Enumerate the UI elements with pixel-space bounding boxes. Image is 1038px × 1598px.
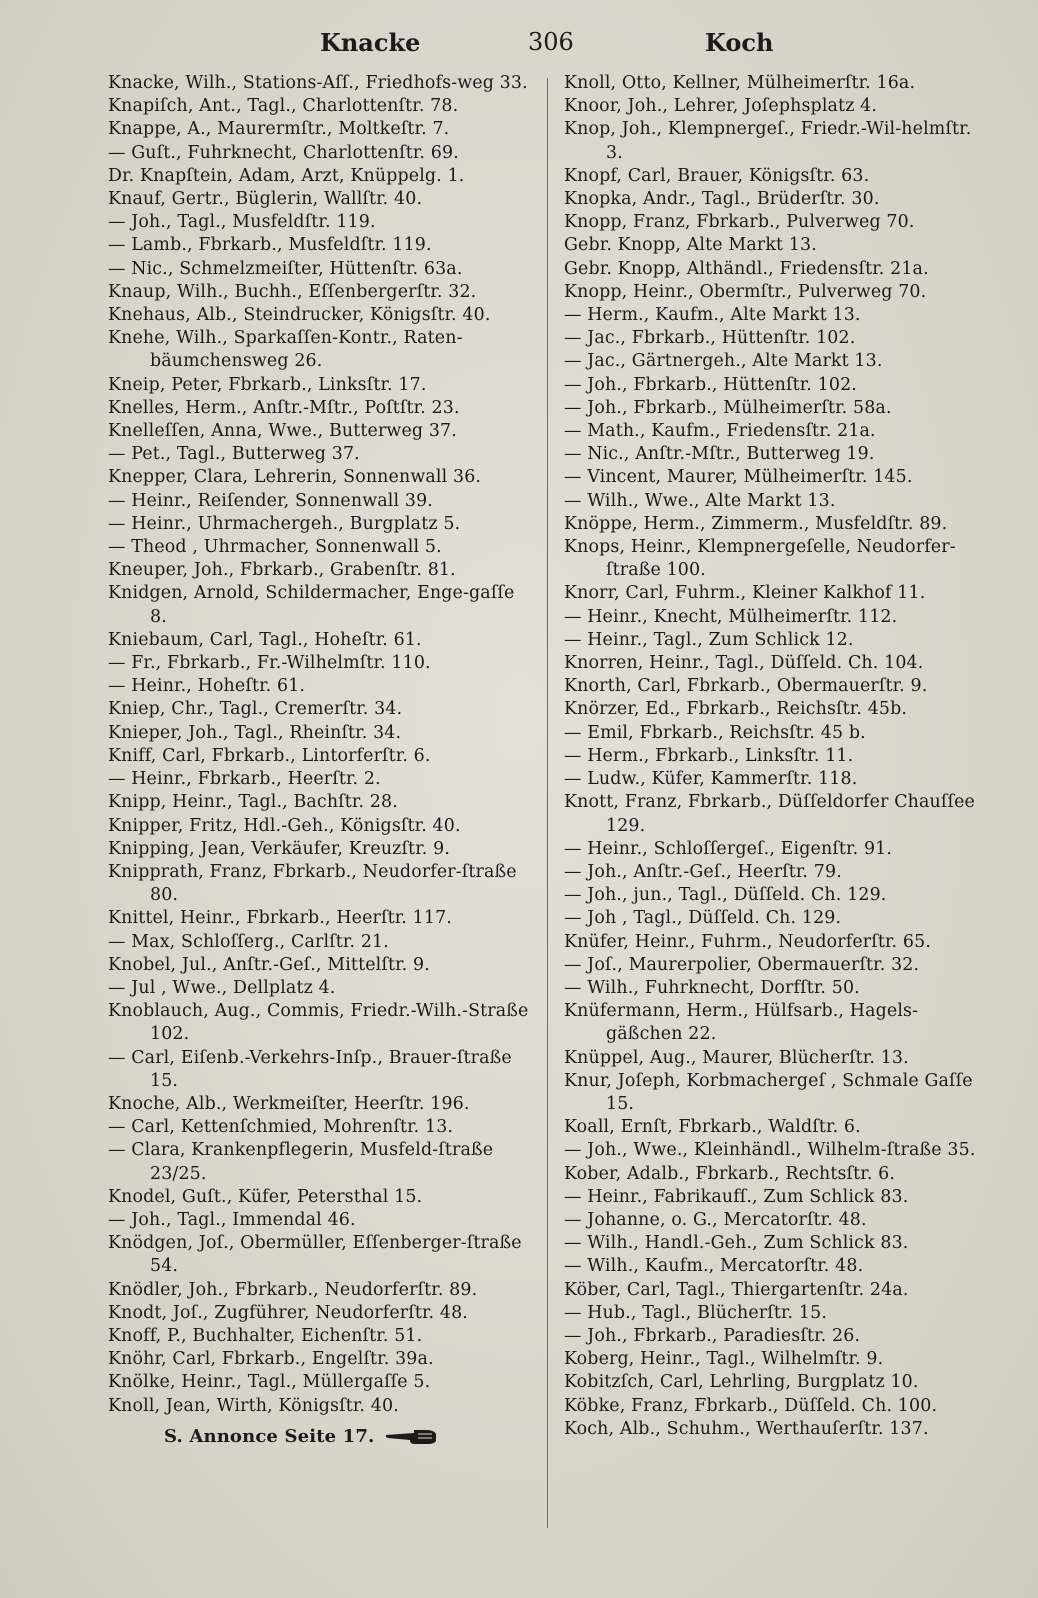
directory-entry: — Emil, Fbrkarb., Reichsſtr. 45 b. xyxy=(564,722,866,743)
directory-entry: Knorth, Carl, Fbrkarb., Obermauerſtr. 9. xyxy=(564,676,928,697)
directory-entry: Knauf, Gertr., Büglerin, Wallſtr. 40. xyxy=(108,189,423,210)
directory-entry: Knur, Joſeph, Korbmachergeſ , Schmale Gaſſe 15. xyxy=(564,1070,973,1114)
directory-entry: Knorr, Carl, Fuhrm., Kleiner Kalkhof 11. xyxy=(564,583,926,604)
directory-entry: Knepper, Clara, Lehrerin, Sonnenwall 36. xyxy=(108,467,482,488)
directory-entry: — Joh., Tagl., Immendal 46. xyxy=(108,1209,356,1230)
directory-entry: — Carl, Eiſenb.-Verkehrs-Inſp., Brauer-ſtraße 15. xyxy=(108,1047,512,1091)
directory-entry: — Heinr., Tagl., Zum Schlick 12. xyxy=(564,629,854,650)
directory-entry: Knopp, Heinr., Obermſtr., Pulverweg 70. xyxy=(564,281,927,302)
right-column xyxy=(564,72,989,1441)
directory-entry: — Wilh., Fuhrknecht, Dorfſtr. 50. xyxy=(564,977,860,998)
header-last-name: Koch xyxy=(705,28,774,57)
directory-entry: Knodt, Joſ., Zugführer, Neudorferſtr. 48. xyxy=(108,1302,468,1323)
directory-entry: Knieper, Joh., Tagl., Rheinſtr. 34. xyxy=(108,722,402,743)
page-number: 306 xyxy=(528,28,574,56)
directory-entry: — Lamb., Fbrkarb., Musfeldſtr. 119. xyxy=(108,235,432,256)
directory-entry: Knehe, Wilh., Sparkaſſen-Kontr., Raten-bäumchensweg 26. xyxy=(108,328,463,372)
directory-entry: — Heinr., Reiſender, Sonnenwall 39. xyxy=(108,490,433,511)
directory-entry: Knödler, Joh., Fbrkarb., Neudorferſtr. 89. xyxy=(108,1279,478,1300)
directory-entry: Kneuper, Joh., Fbrkarb., Grabenſtr. 81. xyxy=(108,560,456,581)
left-column xyxy=(108,72,533,1448)
directory-entry: — Joſ., Maurerpolier, Obermauerſtr. 32. xyxy=(564,954,920,975)
directory-entry: Knüfermann, Herm., Hülfsarb., Hagels-gäßchen 22. xyxy=(564,1001,919,1045)
directory-entry: Knelles, Herm., Anſtr.-Mſtr., Poſtſtr. 23. xyxy=(108,397,460,418)
directory-entry: Knopka, Andr., Tagl., Brüderſtr. 30. xyxy=(564,189,880,210)
directory-entry: Knüppel, Aug., Maurer, Blücherſtr. 13. xyxy=(564,1047,909,1068)
directory-entry: Knoche, Alb., Werkmeiſter, Heerſtr. 196. xyxy=(108,1093,470,1114)
directory-entry: — Joh., Tagl., Musfeldſtr. 119. xyxy=(108,212,376,233)
pointing-hand-icon xyxy=(384,1426,440,1446)
directory-entry: Knidgen, Arnold, Schildermacher, Enge-gaſſe 8. xyxy=(108,583,515,627)
directory-entry: Köbke, Franz, Fbrkarb., Düſſeld. Ch. 100. xyxy=(564,1395,938,1416)
directory-entry: Knörzer, Ed., Fbrkarb., Reichsſtr. 45b. xyxy=(564,699,908,720)
directory-entry: Knüfer, Heinr., Fuhrm., Neudorferſtr. 65. xyxy=(564,931,931,952)
directory-entry: Knöhr, Carl, Fbrkarb., Engelſtr. 39a. xyxy=(108,1349,434,1370)
directory-entry: Kniep, Chr., Tagl., Cremerſtr. 34. xyxy=(108,699,403,720)
directory-entry: Knoff, P., Buchhalter, Eichenſtr. 51. xyxy=(108,1325,423,1346)
directory-entry: Knopp, Franz, Fbrkarb., Pulverweg 70. xyxy=(564,212,915,233)
annonce-text: S. Annonce Seite 17. xyxy=(164,1425,375,1447)
directory-entry: Knott, Franz, Fbrkarb., Düſſeldorfer Chauſſee 129. xyxy=(564,792,975,836)
directory-entry: Knölke, Heinr., Tagl., Müllergaſſe 5. xyxy=(108,1372,431,1393)
directory-entry: — Joh., Anſtr.-Geſ., Heerſtr. 79. xyxy=(564,861,842,882)
directory-entry: — Ludw., Küfer, Kammerſtr. 118. xyxy=(564,769,858,790)
directory-entry: — Joh., Wwe., Kleinhändl., Wilhelm-ſtraße 35. xyxy=(564,1140,976,1161)
directory-entry: Knapiſch, Ant., Tagl., Charlottenſtr. 78. xyxy=(108,96,459,117)
directory-entry: — Heinr., Hoheſtr. 61. xyxy=(108,676,306,697)
directory-entry: — Herm., Kaufm., Alte Markt 13. xyxy=(564,305,861,326)
directory-entry: — Heinr., Fabrikaufſ., Zum Schlick 83. xyxy=(564,1186,909,1207)
directory-entry: — Heinr., Schloſſergeſ., Eigenſtr. 91. xyxy=(564,838,893,859)
directory-entry: — Nic., Anſtr.-Mſtr., Butterweg 19. xyxy=(564,444,875,465)
directory-entry: Knoor, Joh., Lehrer, Joſephsplatz 4. xyxy=(564,96,878,117)
directory-entry: — Joh., Fbrkarb., Hüttenſtr. 102. xyxy=(564,374,857,395)
directory-entry: Koch, Alb., Schuhm., Werthauſerſtr. 137. xyxy=(564,1418,929,1439)
directory-entry: Kobitzſch, Carl, Lehrling, Burgplatz 10. xyxy=(564,1372,919,1393)
directory-entry: — Johanne, o. G., Mercatorſtr. 48. xyxy=(564,1209,867,1230)
directory-entry: — Max, Schloſſerg., Carlſtr. 21. xyxy=(108,931,389,952)
directory-entry: — Nic., Schmelzmeiſter, Hüttenſtr. 63a. xyxy=(108,258,463,279)
directory-entry: — Jac., Fbrkarb., Hüttenſtr. 102. xyxy=(564,328,856,349)
directory-entry: Knöppe, Herm., Zimmerm., Musfeldſtr. 89. xyxy=(564,513,948,534)
directory-entry: Knacke, Wilh., Stations-Aſſ., Friedhofs-weg 33. xyxy=(108,73,528,93)
directory-entry: Gebr. Knopp, Althändl., Friedensſtr. 21a. xyxy=(564,258,929,279)
directory-entry: Köber, Carl, Tagl., Thiergartenſtr. 24a. xyxy=(564,1279,909,1300)
directory-entry: — Heinr., Uhrmachergeh., Burgplatz 5. xyxy=(108,513,461,534)
directory-entry: Knödgen, Joſ., Obermüller, Eſſenberger-ſtraße 54. xyxy=(108,1233,522,1277)
directory-entry: Knorren, Heinr., Tagl., Düſſeld. Ch. 104. xyxy=(564,653,924,674)
directory-entry: Knappe, A., Maurermſtr., Moltkeſtr. 7. xyxy=(108,119,450,140)
directory-entry: Kober, Adalb., Fbrkarb., Rechtsſtr. 6. xyxy=(564,1163,896,1184)
directory-entry: Knoll, Otto, Kellner, Mülheimerſtr. 16a. xyxy=(564,73,916,93)
directory-entry: Kneip, Peter, Fbrkarb., Linksſtr. 17. xyxy=(108,374,427,395)
directory-entry: Knelleſſen, Anna, Wwe., Butterweg 37. xyxy=(108,421,457,442)
directory-entry: — Heinr., Knecht, Mülheimerſtr. 112. xyxy=(564,606,898,627)
directory-entry: Knipping, Jean, Verkäufer, Kreuzſtr. 9. xyxy=(108,838,451,859)
directory-entry: — Wilh., Kaufm., Mercatorſtr. 48. xyxy=(564,1256,864,1277)
directory-entry: Knehaus, Alb., Steindrucker, Königsſtr. 40. xyxy=(108,305,491,326)
directory-entry: Koberg, Heinr., Tagl., Wilhelmſtr. 9. xyxy=(564,1349,884,1370)
annonce-note xyxy=(108,1425,533,1448)
directory-entry: Knoblauch, Aug., Commis, Friedr.-Wilh.-Straße 102. xyxy=(108,1001,529,1045)
directory-entry: Knop, Joh., Klempnergeſ., Friedr.-Wil-helmſtr. 3. xyxy=(564,119,972,163)
header-first-name: Knacke xyxy=(320,28,421,57)
directory-entry: Dr. Knapſtein, Adam, Arzt, Knüppelg. 1. xyxy=(108,165,465,186)
directory-entry: — Joh , Tagl., Düſſeld. Ch. 129. xyxy=(564,908,842,929)
directory-entry: Kniff, Carl, Fbrkarb., Lintorferſtr. 6. xyxy=(108,745,431,766)
directory-entry: — Jac., Gärtnergeh., Alte Markt 13. xyxy=(564,351,883,372)
directory-entry: Knoll, Jean, Wirth, Königsſtr. 40. xyxy=(108,1395,399,1416)
directory-entry: — Math., Kaufm., Friedensſtr. 21a. xyxy=(564,421,876,442)
directory-entry: Knipper, Fritz, Hdl.-Geh., Königsſtr. 40. xyxy=(108,815,461,836)
directory-entry: Knaup, Wilh., Buchh., Eſſenbergerſtr. 32. xyxy=(108,281,477,302)
directory-entry: — Wilh., Wwe., Alte Markt 13. xyxy=(564,490,836,511)
directory-entry: — Jul , Wwe., Dellplatz 4. xyxy=(108,977,336,998)
directory-entry: — Clara, Krankenpflegerin, Musfeld-ſtraße 23/25. xyxy=(108,1140,494,1184)
directory-entry: — Joh., jun., Tagl., Düſſeld. Ch. 129. xyxy=(564,885,887,906)
directory-entry: — Carl, Kettenſchmied, Mohrenſtr. 13. xyxy=(108,1117,454,1138)
directory-entry: Kniebaum, Carl, Tagl., Hoheſtr. 61. xyxy=(108,629,422,650)
directory-entry: Knops, Heinr., Klempnergeſelle, Neudorfer-ſtraße 100. xyxy=(564,537,956,581)
directory-entry: — Vincent, Maurer, Mülheimerſtr. 145. xyxy=(564,467,913,488)
directory-entry: — Hub., Tagl., Blücherſtr. 15. xyxy=(564,1302,828,1323)
directory-entry: — Wilh., Handl.-Geh., Zum Schlick 83. xyxy=(564,1233,909,1254)
directory-entry: — Herm., Fbrkarb., Linksſtr. 11. xyxy=(564,745,854,766)
directory-entry: — Pet., Tagl., Butterweg 37. xyxy=(108,444,360,465)
directory-entry: Knopf, Carl, Brauer, Königsſtr. 63. xyxy=(564,165,870,186)
directory-entry: — Joh., Fbrkarb., Mülheimerſtr. 58a. xyxy=(564,397,892,418)
directory-entry: — Joh., Fbrkarb., Paradiesſtr. 26. xyxy=(564,1325,861,1346)
directory-entry: — Guſt., Fuhrknecht, Charlottenſtr. 69. xyxy=(108,142,459,163)
directory-entry: Knodel, Guſt., Küfer, Petersthal 15. xyxy=(108,1186,423,1207)
page-header xyxy=(0,22,1038,62)
directory-entry: Koall, Ernſt, Fbrkarb., Waldſtr. 6. xyxy=(564,1117,861,1138)
directory-entry: — Heinr., Fbrkarb., Heerſtr. 2. xyxy=(108,769,381,790)
directory-entry: Knipprath, Franz, Fbrkarb., Neudorfer-ſtraße 80. xyxy=(108,861,517,906)
directory-entry: — Theod , Uhrmacher, Sonnenwall 5. xyxy=(108,537,442,558)
directory-entry: Knittel, Heinr., Fbrkarb., Heerſtr. 117. xyxy=(108,908,452,929)
directory-entry: Gebr. Knopp, Alte Markt 13. xyxy=(564,235,817,256)
directory-entry: Knobel, Jul., Anſtr.-Geſ., Mittelſtr. 9. xyxy=(108,954,430,975)
column-divider xyxy=(547,78,548,1528)
directory-entry: Knipp, Heinr., Tagl., Bachſtr. 28. xyxy=(108,792,398,813)
directory-entry: — Fr., Fbrkarb., Fr.-Wilhelmſtr. 110. xyxy=(108,653,431,674)
